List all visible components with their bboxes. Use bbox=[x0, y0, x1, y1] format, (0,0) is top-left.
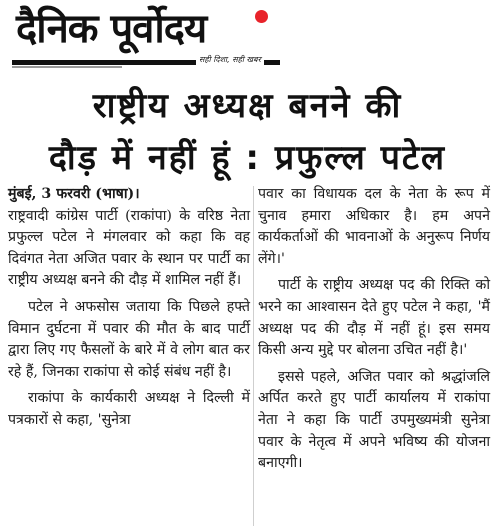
masthead-rule-thin bbox=[12, 66, 122, 68]
article-paragraph: पटेल ने अफसोस जताया कि पिछले हफ्ते विमान दुर्घटना में पवार की मौत के बाद पार्टी द्वारा लिए गए फैसलों के बारे में वे लोग बात कर रहे हैं, जिनका राकांपा से कोई संबंध नहीं है। bbox=[8, 298, 250, 380]
article-paragraph bbox=[8, 184, 250, 292]
newspaper-title: दैनिक पूर्वोदय bbox=[16, 6, 207, 52]
article-paragraph: इससे पहले, अजित पवार को श्रद्धांजलि अर्पित करते हुए पार्टी कार्यालय में राकांपा नेता ने कहा कि पार्टी उपमुख्यमंत्री सुनेत्रा पवार के नेतृत्व में अपने भविष्य की योजना बनाएगी। bbox=[258, 368, 490, 472]
column-divider bbox=[253, 186, 254, 526]
headline bbox=[0, 80, 495, 184]
masthead-red-dot-icon bbox=[255, 10, 268, 23]
article-paragraph-text: राष्ट्रवादी कांग्रेस पार्टी (राकांपा) के वरिष्ठ नेता प्रफुल्ल पटेल ने मंगलवार को कहा कि वह दिवंगत नेता अजित पवार के स्थान पर पार्टी का राष्ट्रीय अध्यक्ष बनने की दौड़ में शामिल नहीं हैं। bbox=[8, 207, 250, 289]
dateline: मुंबई, 3 फरवरी (भाषा)। bbox=[8, 186, 140, 202]
headline-line-1: राष्ट्रीय अध्यक्ष बनने की bbox=[92, 86, 403, 126]
article-paragraph: पार्टी के राष्ट्रीय अध्यक्ष पद की रिक्ति को भरने का आश्वासन देते हुए पटेल ने कहा, 'मैं अध्यक्ष पद की दौड़ में नहीं हूं। इस समय किसी अन्य मुद्दे पर बोलना उचित नहीं है।' bbox=[258, 277, 490, 359]
masthead bbox=[0, 0, 495, 78]
article-column-left bbox=[8, 184, 250, 437]
headline-line-2: दौड़ में नहीं हूं : प्रफुल्ल पटेल bbox=[48, 138, 447, 178]
article-paragraph: पवार का विधायक दल के नेता के रूप में चुनाव हमारा अधिकार है। हम अपने कार्यकर्ताओं की भावनाओं के अनुरूप निर्णय लेंगे।' bbox=[258, 186, 490, 267]
masthead-tagline: सही दिशा, सही खबर bbox=[196, 55, 264, 65]
article-paragraph: राकांपा के कार्यकारी अध्यक्ष ने दिल्ली में पत्रकारों से कहा, 'सुनेत्रा bbox=[8, 390, 250, 428]
article-column-right bbox=[258, 184, 490, 480]
